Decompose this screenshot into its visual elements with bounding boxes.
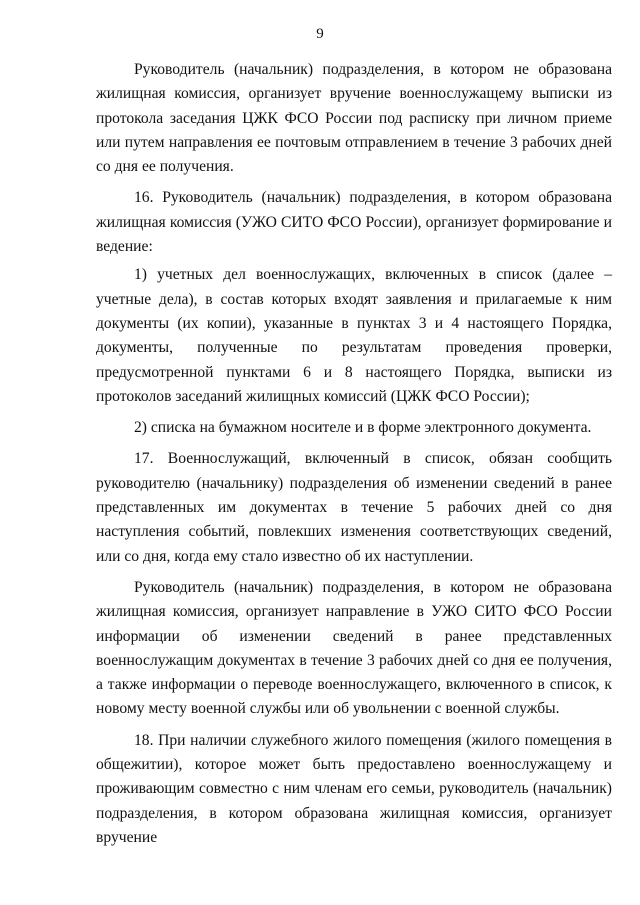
- document-body: [96, 58, 612, 857]
- paragraph-manager-duty: Руководитель (начальник) подразделения, в котором не образована жилищная комиссия, организует направление в УЖО СИТО ФСО России информации об изменении сведений в ранее представленных военнослужащим документах в течение 3 рабочих дней со дня ее получения, а также информации о переводе военнослужащего, включенного в список, к новому месту военной службы или об увольнении с военной службы.: [96, 578, 612, 718]
- paragraph-item-16: 16. Руководитель (начальник) подразделения, в котором образована жилищная комиссия (УЖО СИТО ФСО России), организует формирование и ведение:: [96, 189, 612, 256]
- paragraph-1: Руководитель (начальник) подразделения, в котором не образована жилищная комиссия, организует вручение военнослужащему выписки из протокола заседания ЦЖК ФСО России под расписку при личном приеме или путем направления ее почтовым отправлением в течение 3 рабочих дней со дня ее получения.: [96, 61, 612, 176]
- paragraph-subitem-2: 2) списка на бумажном носителе и в форме электронного документа.: [134, 419, 592, 437]
- paragraph-subitem-1: 1) учетных дел военнослужащих, включенных в список (далее – учетные дела), в состав которых входят заявления и прилагаемые к ним документы (их копии), указанные в пунктах 3 и 4 настоящего Порядка, документы, полученные по результатам проведения проверки, предусмотренной пунктами 6 и 8 настоящего Порядка, выписки из протоколов заседаний жилищных комиссий (ЦЖК ФСО России);: [96, 266, 612, 405]
- paragraph-item-18: 18. При наличии служебного жилого помещения (жилого помещения в общежитии), которое может быть предоставлено военнослужащему и проживающим совместно с ним членам его семьи, руководитель (начальник) подразделения, в котором образована жилищная комиссия, организует вручение: [96, 731, 612, 846]
- paragraph-item-17: 17. Военнослужащий, включенный в список, обязан сообщить руководителю (начальнику) подразделения об изменении сведений в ранее представленных им документах в течение 5 рабочих дней со дня наступления событий, повлекших изменения соответствующих сведений, или со дня, когда ему стало известно об их наступлении.: [96, 450, 612, 565]
- page-number: 9: [316, 26, 324, 42]
